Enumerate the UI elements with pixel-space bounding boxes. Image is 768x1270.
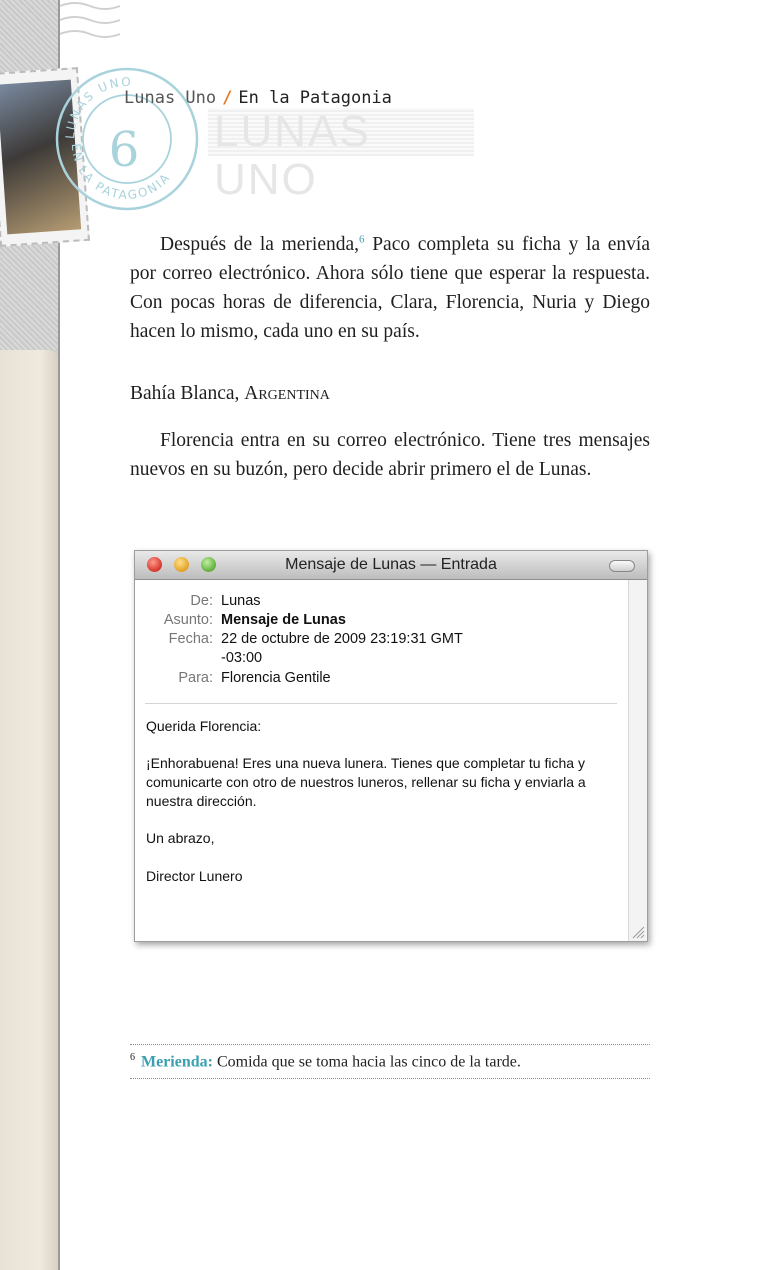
footnote — [130, 1052, 650, 1071]
section-heading — [130, 383, 330, 405]
message-closing: Un abrazo, — [146, 830, 215, 846]
section-country: Argentina — [244, 383, 330, 404]
footnote-reference[interactable]: 6 — [359, 233, 365, 246]
paragraph-2 — [130, 426, 650, 484]
date-value: 22 de octubre de 2009 23:19:31 GMT — [221, 631, 463, 647]
postmark-ring-top: LUNAS UNO — [62, 74, 133, 140]
ghost-logo — [208, 107, 474, 204]
paragraph-2-text: Florencia entra en su correo electrónico. Tiene tres mensajes nuevos en su buzón, pero decide abrir primero el de Lunas. — [130, 430, 650, 480]
running-head — [124, 88, 392, 108]
header-divider — [145, 703, 617, 704]
toolbar-toggle-button[interactable] — [609, 560, 635, 572]
side-paper-edge — [0, 350, 58, 1270]
to-value: Florencia Gentile — [221, 670, 331, 686]
resize-grip-icon[interactable] — [631, 925, 645, 939]
footnote-definition: Comida que se toma hacia las cinco de la tarde. — [212, 1053, 521, 1071]
message-signature: Director Lunero — [146, 868, 243, 884]
subject-label: Asunto: — [163, 612, 213, 628]
message-greeting: Querida Florencia: — [146, 718, 262, 734]
paragraph-1-rest: Paco completa su ficha y la envía por correo electrónico. Ahora sólo tiene que esperar la respuesta. Con pocas horas de diferencia, Clara, Florencia, Nuria y Diego hacen lo mismo, cada uno en su país. — [130, 234, 651, 342]
window-title: Mensaje de Lunas — Entrada — [285, 556, 497, 573]
header-separator: / — [222, 88, 233, 108]
date-label: Fecha: — [168, 631, 213, 647]
to-label: Para: — [178, 670, 213, 686]
footnote-term: Merienda: — [141, 1053, 213, 1071]
from-value: Lunas — [221, 593, 261, 609]
date-value-continued: -03:00 — [221, 650, 263, 666]
subject-value: Mensaje de Lunas — [221, 612, 346, 628]
window-titlebar[interactable] — [135, 551, 647, 580]
series-title: Lunas Uno — [124, 88, 217, 108]
footnote-number: 6 — [130, 1052, 135, 1063]
paragraph-1 — [130, 230, 650, 346]
footnote-rule-top — [130, 1044, 650, 1045]
section-city: Bahía Blanca, — [130, 383, 245, 404]
vertical-scrollbar[interactable] — [628, 580, 647, 941]
chapter-title: En la Patagonia — [238, 88, 392, 108]
from-label: De: — [190, 593, 213, 609]
postmark-stamp — [52, 64, 202, 214]
message-body: ¡Enhorabuena! Eres una nueva lunera. Tienes que completar tu ficha y comunicarte con otro de nuestros luneros, rellenar su ficha y enviarla a nuestra dirección. — [146, 755, 586, 809]
ghost-logo-text: LUNAS UNO — [214, 107, 371, 204]
email-window — [134, 550, 648, 942]
page-number: 6 — [108, 122, 140, 178]
wavy-cancel-lines — [60, 0, 140, 40]
footnote-rule-bottom — [130, 1078, 650, 1079]
paragraph-1-start: Después de la merienda, — [160, 234, 360, 255]
postmark-ring-bottom: EN LA PATAGONIA — [68, 142, 174, 203]
